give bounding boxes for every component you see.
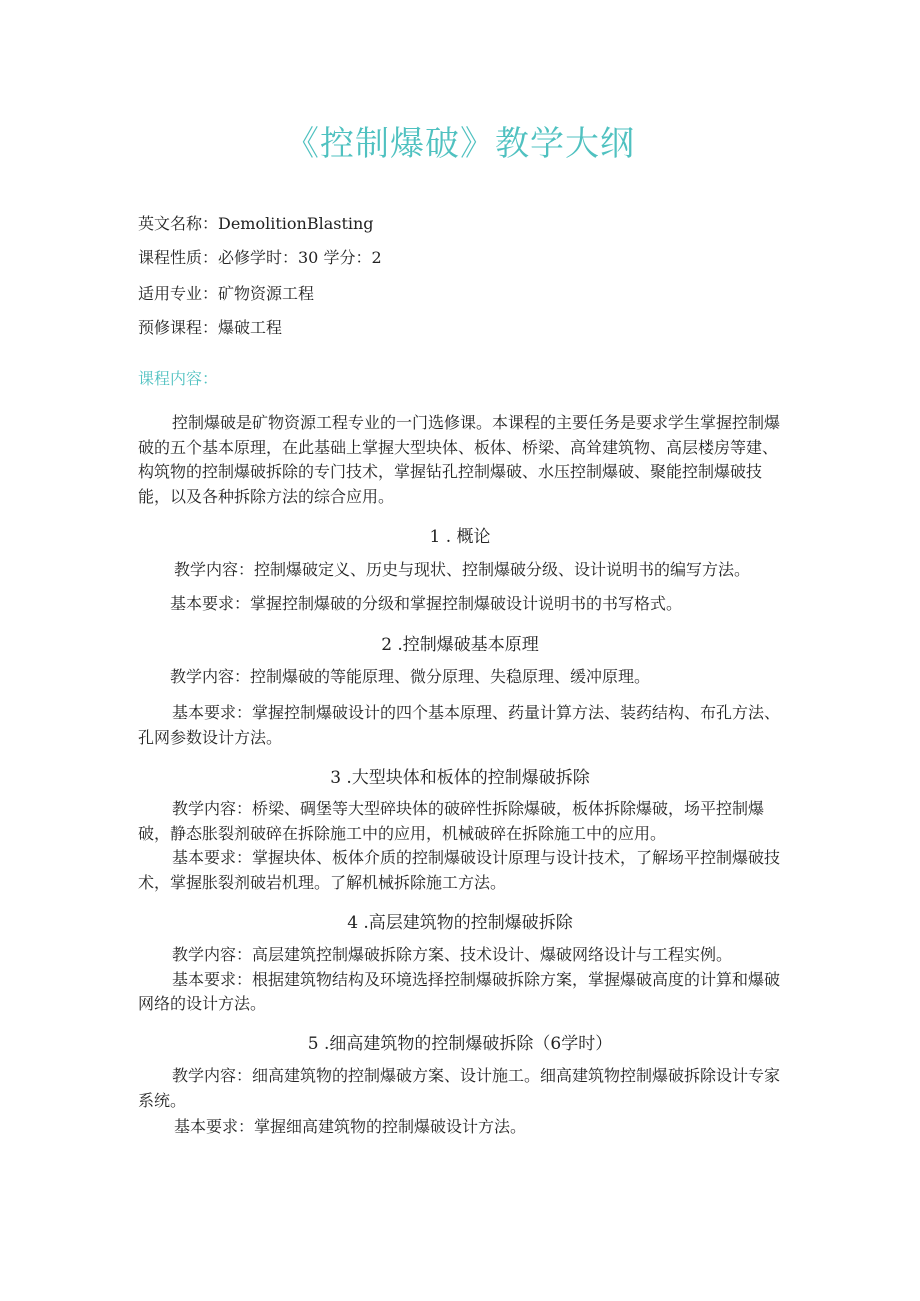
section-5-content: 教学内容：细高建筑物的控制爆破方案、设计施工。细高建筑物控制爆破拆除设计专家系统。 <box>138 1066 781 1110</box>
section-3-requirement: 基本要求：掌握块体、板体介质的控制爆破设计原理与设计技术，了解场平控制爆破技术，掌握胀裂剂破岩机理。了解机械拆除施工方法。 <box>138 848 781 892</box>
section-4-block <box>138 943 786 1017</box>
section-3-content: 教学内容：桥梁、碉堡等大型碎块体的破碎性拆除爆破，板体拆除爆破，场平控制爆破，静态胀裂剂破碎在拆除施工中的应用，机械破碎在拆除施工中的应用。 <box>138 799 765 843</box>
section-5-heading: 5 .细高建筑物的控制爆破拆除（6学时） <box>307 1034 613 1054</box>
section-4-heading: 4 .高层建筑物的控制爆破拆除 <box>347 913 573 933</box>
section-2-requirement-block <box>138 701 786 750</box>
section-3-block <box>138 797 786 895</box>
prerequisite-line: 预修课程：爆破工程 <box>138 318 283 337</box>
section-2-heading: 2 .控制爆破基本原理 <box>381 635 539 655</box>
section-1-content: 教学内容：控制爆破定义、历史与现状、控制爆破分级、设计说明书的编写方法。 <box>174 560 751 579</box>
course-content-label: 课程内容： <box>138 369 219 388</box>
section-1-heading: 1 . 概论 <box>429 527 491 547</box>
course-nature-line: 课程性质：必修学时：30 学分：2 <box>138 248 382 267</box>
section-4-requirement: 基本要求：根据建筑物结构及环境选择控制爆破拆除方案，掌握爆破高度的计算和爆破网络的设计方法。 <box>138 969 781 1013</box>
intro-text: 控制爆破是矿物资源工程专业的一门选修课。本课程的主要任务是要求学生掌握控制爆破的五个基本原理，在此基础上掌握大型块体、板体、桥梁、高耸建筑物、高层楼房等建、构筑物的控制爆破拆除的专门技术，掌握钻孔控制爆破、水压控制爆破、聚能控制爆破技能，以及各种拆除方法的综合应用。 <box>138 413 781 506</box>
section-2-requirement: 基本要求：掌握控制爆破设计的四个基本原理、药量计算方法、装药结构、布孔方法、孔网参数设计方法。 <box>138 703 781 747</box>
section-2-content: 教学内容：控制爆破的等能原理、微分原理、失稳原理、缓冲原理。 <box>170 667 651 686</box>
section-5-requirement: 基本要求：掌握细高建筑物的控制爆破设计方法。 <box>174 1117 527 1136</box>
section-1-requirement: 基本要求：掌握控制爆破的分级和掌握控制爆破设计说明书的书写格式。 <box>170 594 683 613</box>
english-name-line: 英文名称：DemolitionBlasting <box>138 214 374 233</box>
section-4-content: 教学内容：高层建筑控制爆破拆除方案、技术设计、爆破网络设计与工程实例。 <box>172 945 733 964</box>
section-5-content-block <box>138 1064 786 1113</box>
intro-paragraph <box>138 411 786 509</box>
applicable-major-line: 适用专业：矿物资源工程 <box>138 284 315 303</box>
section-3-heading: 3 .大型块体和板体的控制爆破拆除 <box>330 768 590 788</box>
document-title: 《控制爆破》教学大纲 <box>285 124 635 164</box>
